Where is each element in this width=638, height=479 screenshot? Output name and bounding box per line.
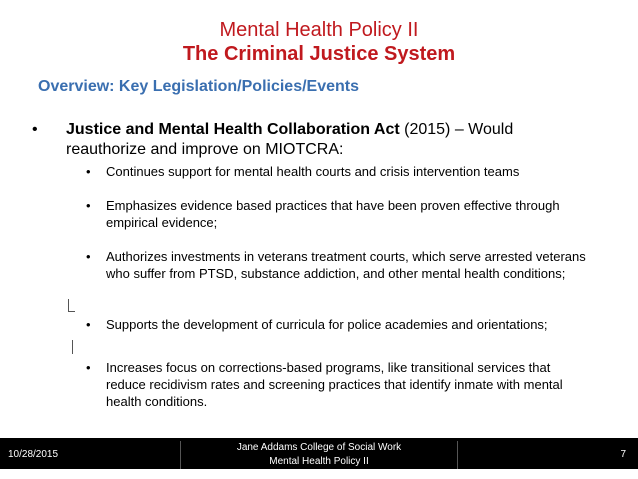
act-description: (2015) – Would reauthorize and improve on MIOTCRA: — [66, 121, 514, 158]
sub-bullet-1 — [86, 163, 586, 180]
act-name: Justice and Mental Health Collaboration Act — [66, 121, 400, 138]
sub-bullet-text: Increases focus on corrections-based programs, like transitional services that reduce recidivism rates and screening practices that identify inmate with mental health conditions. — [106, 360, 563, 409]
stray-mark — [68, 299, 75, 312]
bullet-marker: • — [86, 164, 91, 179]
slide-title-line1: Mental Health Policy II — [219, 19, 419, 41]
footer-date: 10/28/2015 — [8, 449, 59, 460]
footer-center — [180, 441, 458, 469]
footer-page-number: 7 — [620, 449, 626, 460]
sub-bullet-4 — [86, 316, 586, 333]
sub-bullet-3 — [86, 248, 586, 282]
bullet-marker: • — [86, 360, 91, 375]
bullet-marker: • — [32, 121, 38, 138]
sub-bullet-text: Supports the development of curricula for police academies and orientations; — [106, 317, 548, 332]
footer-college: Jane Addams College of Social Work — [236, 442, 402, 453]
sub-bullet-2 — [86, 197, 586, 231]
sub-bullet-5 — [86, 359, 586, 410]
sub-bullet-text: Authorizes investments in veterans treatment courts, which serve arrested veterans who suffer from PTSD, substance addiction, and other mental health conditions; — [106, 249, 586, 281]
slide-footer — [0, 438, 638, 469]
bullet-marker: • — [86, 317, 91, 332]
footer-course: Mental Health Policy II — [269, 456, 369, 467]
stray-mark — [72, 340, 73, 354]
sub-bullet-text: Continues support for mental health courts and crisis intervention teams — [106, 164, 520, 179]
slide-title-line2: The Criminal Justice System — [182, 43, 456, 65]
bullet-marker: • — [86, 249, 91, 264]
main-bullet — [32, 120, 592, 160]
main-bullet-text — [66, 120, 592, 160]
overview-heading: Overview: Key Legislation/Policies/Events — [38, 78, 360, 95]
sub-bullet-text: Emphasizes evidence based practices that have been proven effective through empirical evidence; — [106, 198, 560, 230]
bullet-marker: • — [86, 198, 91, 213]
